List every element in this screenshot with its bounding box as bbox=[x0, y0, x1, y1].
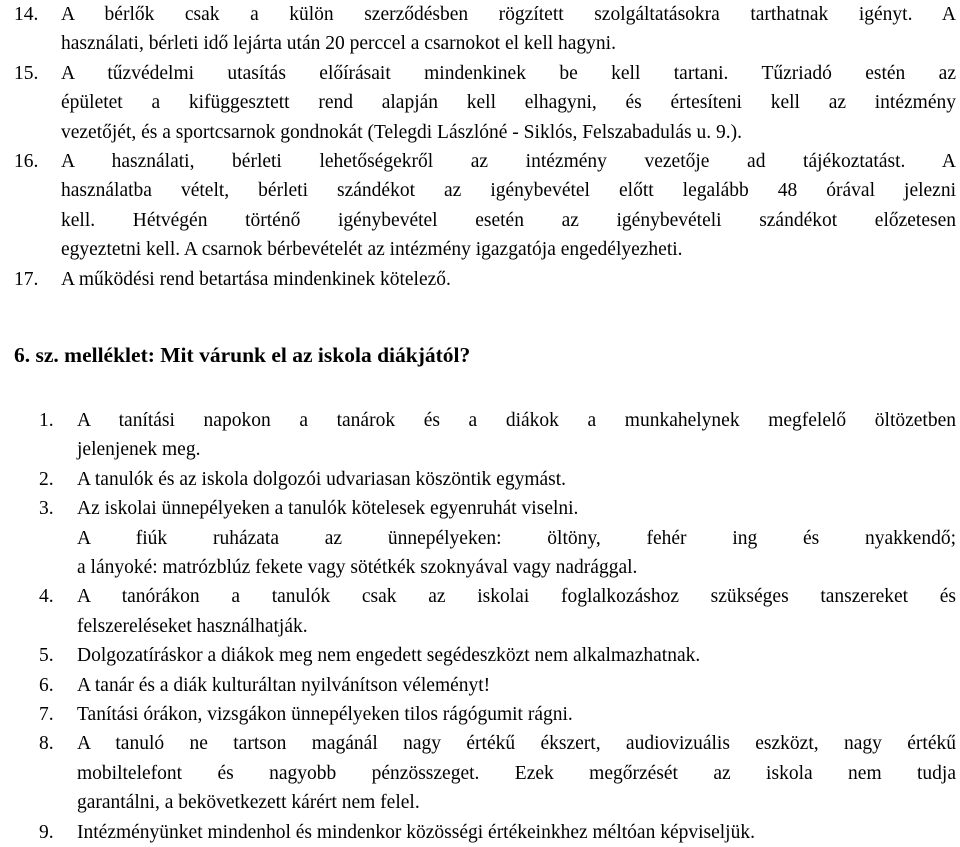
list-item bbox=[0, 582, 960, 641]
list-item bbox=[0, 406, 960, 465]
item-number: 4. bbox=[39, 586, 54, 608]
item-number: 14. bbox=[14, 4, 39, 25]
item-text-line: A használati, bérleti lehetőségekről az intézmény vezetője ad tájékoztatást. A bbox=[61, 151, 956, 173]
item-text-line: jelenjenek meg. bbox=[77, 439, 201, 461]
item-text-line: felszereléseket használhatják. bbox=[77, 615, 308, 637]
item-number: 3. bbox=[39, 498, 54, 520]
item-number: 8. bbox=[39, 733, 54, 755]
item-text-line: Intézményünket mindenhol és mindenkor közösségi értékeinkhez méltóan képviseljük. bbox=[77, 821, 755, 843]
rules-list-top bbox=[0, 0, 960, 294]
section-heading: 6. sz. melléklet: Mit várunk el az iskola diákjától? bbox=[14, 343, 471, 367]
item-text-line: Dolgozatíráskor a diákok meg nem engedett segédeszközt nem alkalmazhatnak. bbox=[77, 645, 701, 667]
item-number: 6. bbox=[39, 674, 54, 696]
list-item bbox=[0, 671, 960, 700]
item-text-line: A fiúk ruházata az ünnepélyeken: öltöny, fehér ing és nyakkendő; bbox=[77, 527, 956, 549]
item-text-line: kell. Hétvégén történő igénybevétel esetén az igénybevételi szándékot előzetesen bbox=[61, 209, 956, 231]
item-text-line: egyeztetni kell. A csarnok bérbevételét az intézmény igazgatója engedélyezheti. bbox=[61, 239, 683, 261]
list-item bbox=[0, 465, 960, 494]
item-number: 5. bbox=[39, 645, 54, 667]
expectations-list bbox=[0, 406, 960, 847]
item-text-line: Tanítási órákon, vizsgákon ünnepélyeken tilos rágógumit rágni. bbox=[77, 704, 573, 726]
item-text-line: A tanuló ne tartson magánál nagy értékű ékszert, audiovizuális eszközt, nagy értékű bbox=[77, 733, 956, 755]
list-item bbox=[0, 494, 960, 582]
item-text-line: mobiltelefont és nagyobb pénzösszeget. Ezek megőrzését az iskola nem tudja bbox=[77, 762, 956, 784]
item-text-line: A tanár és a diák kulturáltan nyilvánítson véleményt! bbox=[77, 674, 491, 696]
item-text-line: A tanulók és az iskola dolgozói udvariasan köszöntik egymást. bbox=[77, 468, 567, 490]
item-number: 15. bbox=[14, 62, 39, 84]
list-item bbox=[0, 641, 960, 670]
item-text-line: használati, bérleti idő lejárta után 20 perccel a csarnokot el kell hagyni. bbox=[61, 33, 616, 55]
item-text-line: Az iskolai ünnepélyeken a tanulók kötelesek egyenruhát viselni. bbox=[77, 498, 579, 520]
item-text-line: A tűzvédelmi utasítás előírásait mindenkinek be kell tartani. Tűzriadó estén az bbox=[61, 62, 956, 84]
item-text-line: A működési rend betartása mindenkinek kötelező. bbox=[61, 268, 451, 290]
item-number: 17. bbox=[14, 268, 39, 290]
item-text-line: A tanórákon a tanulók csak az iskolai foglalkozáshoz szükséges tanszereket és bbox=[77, 586, 956, 608]
list-item bbox=[0, 818, 960, 847]
item-text-line: A bérlők csak a külön szerződésben rögzített szolgáltatásokra tarthatnak igényt. A bbox=[61, 4, 956, 25]
list-item bbox=[0, 0, 960, 59]
item-text-line: garantálni, a bekövetkezett kárért nem felel. bbox=[77, 792, 420, 814]
item-text-line: A tanítási napokon a tanárok és a diákok a munkahelynek megfelelő öltözetben bbox=[77, 410, 956, 431]
item-text-line: épületet a kifüggesztett rend alapján kell elhagyni, és értesíteni kell az intézmény bbox=[61, 92, 956, 114]
item-text-line: használatba vételt, bérleti szándékot az igénybevétel előtt legalább 48 órával jelezni bbox=[61, 180, 956, 202]
item-number: 16. bbox=[14, 151, 39, 173]
item-number: 7. bbox=[39, 704, 54, 726]
item-number: 2. bbox=[39, 468, 54, 490]
list-item bbox=[0, 59, 960, 147]
item-text-line: vezetőjét, és a sportcsarnok gondnokát (Telegdi Lászlóné - Siklós, Felszabadulás u. 9.). bbox=[61, 121, 742, 143]
item-number: 9. bbox=[39, 821, 54, 843]
item-number: 1. bbox=[39, 410, 54, 431]
list-item bbox=[0, 700, 960, 729]
list-item bbox=[0, 265, 960, 294]
list-item bbox=[0, 147, 960, 265]
list-item bbox=[0, 729, 960, 817]
item-text-line: a lányoké: matrózblúz fekete vagy sötétkék szoknyával vagy nadrággal. bbox=[77, 557, 638, 579]
